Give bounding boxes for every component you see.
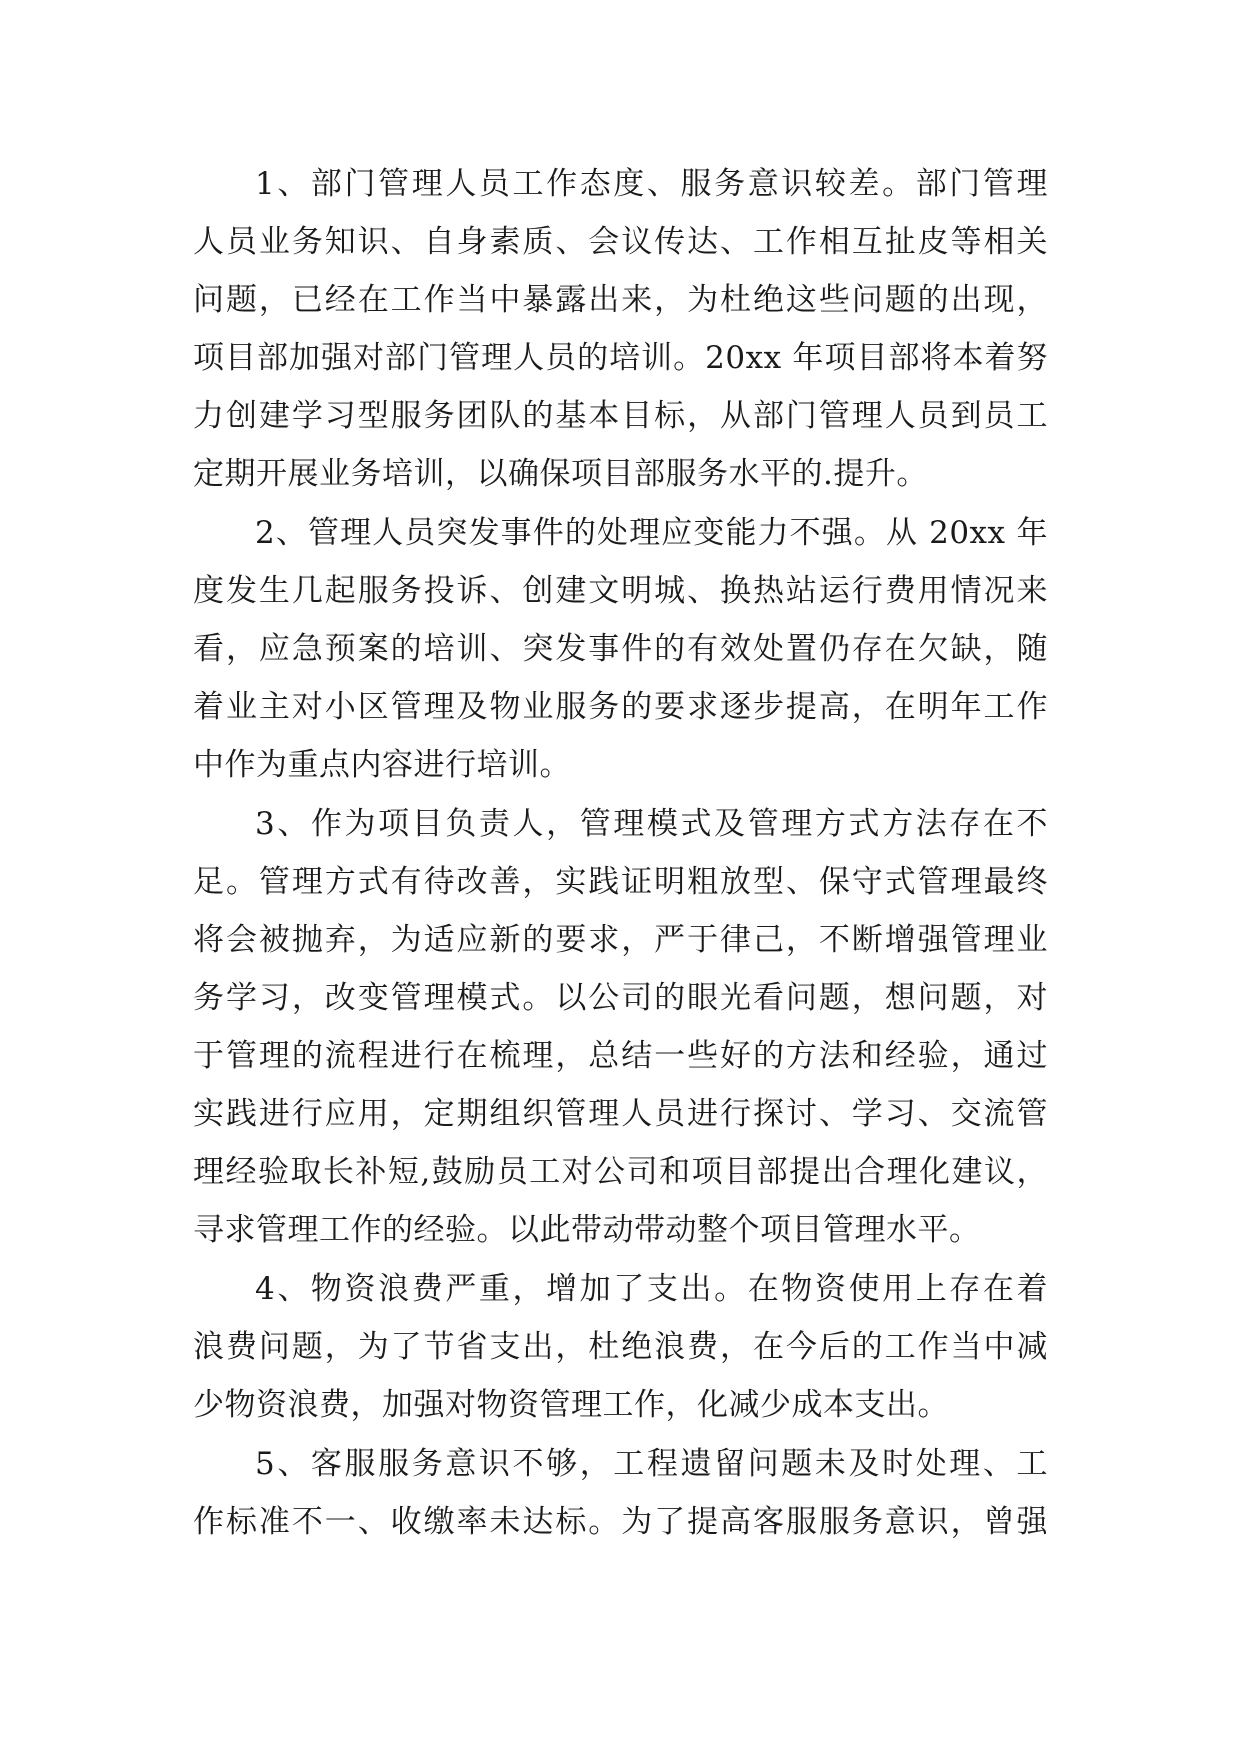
text-line: 问题，已经在工作当中暴露出来，为杜绝这些问题的出现， [193,282,1048,318]
text-line: 项目部加强对部门管理人员的培训。20xx 年项目部将本着努 [193,340,1048,376]
text-line: 中作为重点内容进行培训。 [193,747,571,783]
text-line: 3、作为项目负责人，管理模式及管理方式方法存在不 [255,806,1048,842]
text-line: 着业主对小区管理及物业服务的要求逐步提高，在明年工作 [193,689,1048,725]
document-page [193,155,1048,1552]
text-line: 5、客服服务意识不够，工程遗留问题未及时处理、工 [255,1446,1048,1482]
text-line: 少物资浪费，加强对物资管理工作，化减少成本支出。 [193,1387,949,1423]
text-line: 足。管理方式有待改善，实践证明粗放型、保守式管理最终 [193,864,1048,900]
paragraph-5 [193,1435,1048,1551]
text-line: 实践进行应用，定期组织管理人员进行探讨、学习、交流管 [193,1096,1048,1132]
paragraph-2 [193,504,1048,794]
paragraph-4 [193,1260,1048,1434]
text-line: 于管理的流程进行在梳理，总结一些好的方法和经验，通过 [193,1038,1048,1074]
text-line: 浪费问题，为了节省支出，杜绝浪费，在今后的工作当中减 [193,1329,1048,1365]
text-line: 力创建学习型服务团队的基本目标，从部门管理人员到员工 [193,398,1048,434]
text-line: 人员业务知识、自身素质、会议传达、工作相互扯皮等相关 [193,224,1048,260]
text-line: 度发生几起服务投诉、创建文明城、换热站运行费用情况来 [193,573,1048,609]
paragraph-1 [193,155,1048,503]
text-line: 理经验取长补短,鼓励员工对公司和项目部提出合理化建议， [193,1154,1048,1190]
paragraph-3 [193,795,1048,1259]
text-line: 作标准不一、收缴率未达标。为了提高客服服务意识，曾强 [193,1504,1048,1540]
text-line: 寻求管理工作的经验。以此带动带动整个项目管理水平。 [193,1212,981,1248]
text-line: 务学习，改变管理模式。以公司的眼光看问题，想问题，对 [193,980,1048,1016]
text-line: 定期开展业务培训，以确保项目部服务水平的.提升。 [193,456,928,492]
text-line: 将会被抛弃，为适应新的要求，严于律己，不断增强管理业 [193,922,1048,958]
text-line: 2、管理人员突发事件的处理应变能力不强。从 20xx 年 [255,515,1048,551]
text-line: 看，应急预案的培训、突发事件的有效处置仍存在欠缺，随 [193,631,1048,667]
text-line: 4、物资浪费严重，增加了支出。在物资使用上存在着 [255,1271,1048,1307]
text-line: 1、部门管理人员工作态度、服务意识较差。部门管理 [255,166,1048,202]
